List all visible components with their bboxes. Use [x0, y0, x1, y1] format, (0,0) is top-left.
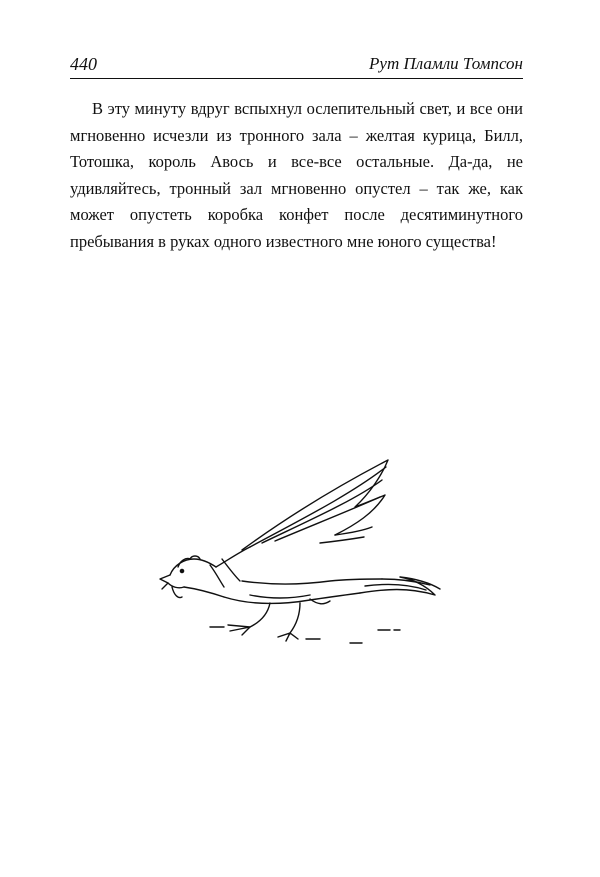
book-author: Рут Пламли Томпсон	[369, 54, 523, 73]
running-head	[70, 52, 523, 79]
page-number: 440	[70, 54, 97, 74]
hen-illustration-icon	[150, 455, 450, 655]
paragraph: В эту минуту вдруг вспыхнул ослепительный свет, и все они мгновенно исчезли из тронного зала – желтая курица, Билл, Тотошка, король Авось и все-все остальные. Да-да, не удивляйтесь, тронный зал мгновенно опустел – так же, как может опустеть коробка конфет после десятиминутного пребывания в руках одного известного мне юного существа!	[70, 99, 523, 251]
body-text	[70, 96, 523, 256]
